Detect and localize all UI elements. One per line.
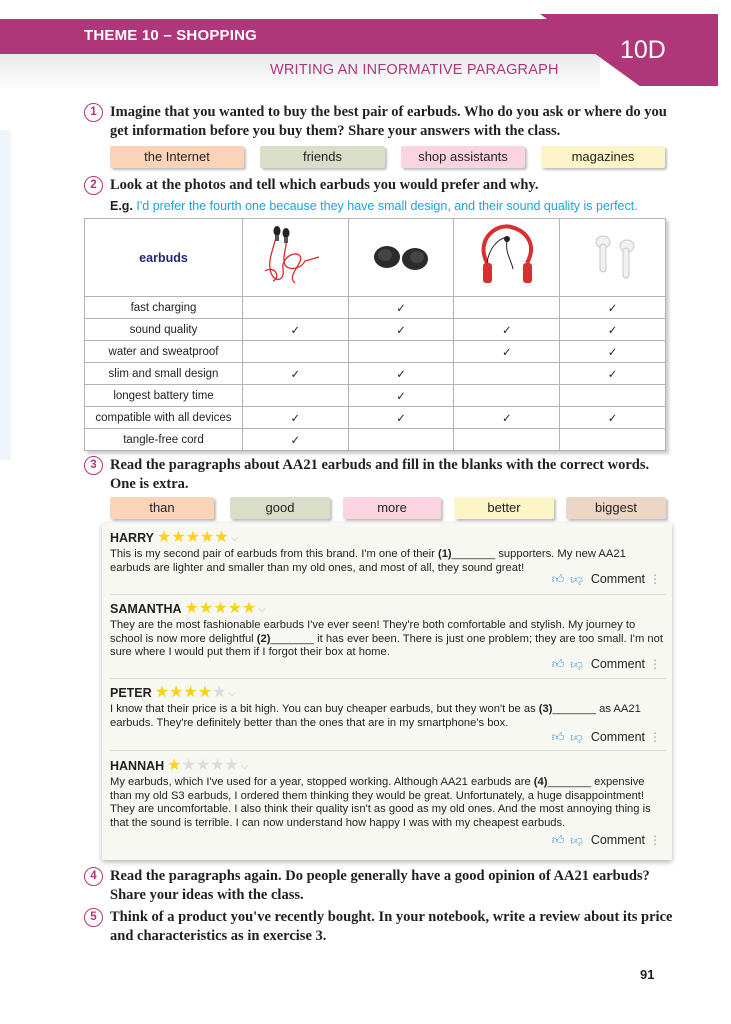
thumbs-down-icon[interactable]: 👍︎ [570, 834, 583, 848]
checkmark-icon: ✓ [607, 302, 618, 315]
review-text [110, 703, 665, 730]
feature-cell [348, 407, 454, 429]
earbuds-image-1 [242, 219, 348, 297]
exercise-3-instruction: Read the paragraphs about AA21 earbuds and fill in the blanks with the correct words. One is extra. [110, 457, 650, 492]
feature-label: compatible with all devices [85, 407, 243, 429]
star-filled-icon: ★ [227, 600, 242, 617]
feature-cell [560, 363, 666, 385]
feature-cell [242, 297, 348, 319]
checkmark-icon: ✓ [607, 368, 618, 381]
star-filled-icon: ★ [213, 600, 228, 617]
reviewer-name: SAMANTHA [110, 602, 182, 616]
word-chip: better [454, 497, 554, 519]
feature-cell [454, 319, 560, 341]
review-actions [552, 730, 660, 745]
example-sentence [110, 199, 638, 213]
checkmark-icon: ✓ [396, 302, 406, 315]
thumbs-up-icon[interactable]: 👍︎ [551, 833, 565, 847]
feature-cell [454, 407, 560, 429]
checkmark-icon: ✓ [396, 368, 406, 381]
chevron-down-icon[interactable]: ⌵ [230, 532, 239, 544]
table-row [85, 363, 666, 385]
review-divider [110, 594, 666, 595]
star-empty-icon: ★ [212, 684, 227, 701]
checkmark-icon: ✓ [290, 368, 301, 381]
star-filled-icon: ★ [156, 529, 172, 546]
checkmark-icon: ✓ [396, 390, 406, 403]
chevron-down-icon[interactable]: ⌵ [258, 603, 266, 615]
review-actions [552, 572, 660, 587]
star-empty-icon: ★ [224, 757, 239, 774]
thumbs-down-icon[interactable]: 👍︎ [570, 731, 583, 745]
review-text-part: _______ it has ever been. There is just one problem; they are too small. I'm not sure where I would put them if I forgot their box at home. [110, 632, 663, 659]
feature-cell [242, 429, 348, 451]
star-empty-icon: ★ [195, 757, 211, 774]
review-divider [110, 750, 666, 751]
review-text [110, 619, 665, 660]
comment-button[interactable]: Comment [590, 730, 645, 744]
feature-cell [348, 385, 454, 407]
star-rating [155, 684, 227, 702]
thumbs-up-icon[interactable]: 👍︎ [551, 572, 565, 586]
star-empty-icon: ★ [181, 757, 196, 774]
reviews-panel [102, 523, 672, 860]
more-options-icon[interactable]: ⋮ [649, 657, 660, 671]
checkmark-icon: ✓ [607, 412, 618, 425]
feature-cell [454, 385, 560, 407]
exercise-4-instruction: Read the paragraphs again. Do people generally have a good opinion of AA21 earbuds? Share your ideas with the class. [110, 868, 650, 903]
page-edge-tab [0, 130, 11, 460]
star-filled-icon: ★ [185, 529, 201, 546]
checkmark-icon: ✓ [290, 324, 301, 337]
feature-cell [348, 297, 454, 319]
review-header [110, 600, 665, 618]
exercise-2-number: 2 [84, 176, 103, 195]
table-row [85, 429, 666, 451]
comment-button[interactable]: Comment [590, 657, 645, 671]
feature-cell [242, 341, 348, 363]
more-options-icon[interactable]: ⋮ [649, 833, 660, 847]
blank-number: (2) [256, 632, 271, 645]
star-filled-icon: ★ [183, 684, 198, 701]
feature-cell [454, 297, 560, 319]
review [110, 529, 665, 575]
review [110, 757, 665, 831]
feature-cell [242, 385, 348, 407]
feature-cell [454, 363, 560, 385]
table-row [85, 297, 666, 319]
word-chip: friends [260, 146, 385, 168]
exercise-1-instruction: Imagine that you wanted to buy the best pair of earbuds. Who do you ask or where do you get information before you buy them? Share your answers with the class. [110, 104, 667, 139]
feature-cell [560, 297, 666, 319]
exercise-3-number: 3 [84, 456, 103, 475]
earbuds-image-3 [454, 219, 560, 297]
exercise-2-instruction: Look at the photos and tell which earbuds you would prefer and why. [110, 177, 539, 193]
thumbs-down-icon[interactable]: 👍︎ [570, 573, 583, 587]
review-text-part: My earbuds, which I've used for a year, stopped working. Although AA21 earbuds are [110, 776, 534, 789]
blank-number: (3) [538, 703, 553, 716]
table-row [85, 407, 666, 429]
feature-label: water and sweatproof [85, 341, 243, 363]
review-divider [110, 678, 666, 679]
unit-code: 10D [620, 36, 666, 64]
exercise-1-number: 1 [84, 103, 103, 122]
review-actions [552, 833, 660, 848]
feature-cell [348, 319, 454, 341]
checkmark-icon: ✓ [396, 324, 406, 337]
feature-cell [454, 341, 560, 363]
comment-button[interactable]: Comment [590, 833, 645, 847]
chevron-down-icon[interactable]: ⌵ [240, 760, 249, 772]
feature-cell [560, 385, 666, 407]
exercise-5-instruction: Think of a product you've recently bought. In your notebook, write a review about its price and characteristics as in exercise 3. [110, 909, 673, 944]
star-filled-icon: ★ [167, 757, 182, 774]
word-chip: biggest [566, 497, 666, 519]
feature-cell [560, 341, 666, 363]
feature-cell [560, 407, 666, 429]
checkmark-icon: ✓ [607, 324, 618, 337]
star-filled-icon: ★ [241, 600, 257, 617]
feature-cell [242, 319, 348, 341]
review-header [110, 529, 665, 547]
review-text-part: _______ as AA21 earbuds. They're definitely better than the ones that are in my smartphone's box. [110, 703, 641, 729]
earbuds-comparison-table [84, 218, 666, 451]
review-text-part: _______ supporters. My new AA21 earbuds are lighter and smaller than my old ones, and most of all, they sound great! [110, 548, 626, 574]
feature-cell [560, 319, 666, 341]
example-text: I'd prefer the fourth one because they have small design, and their sound quality is perfect. [136, 199, 638, 213]
star-filled-icon: ★ [184, 600, 199, 617]
reviewer-name: HANNAH [110, 759, 165, 773]
example-label: E.g. [110, 199, 133, 213]
more-options-icon[interactable]: ⋮ [649, 730, 660, 744]
thumbs-up-icon[interactable]: 👍︎ [551, 730, 565, 744]
lesson-subtitle: WRITING AN INFORMATIVE PARAGRAPH [270, 62, 559, 78]
feature-cell [454, 429, 560, 451]
word-chip: the Internet [110, 146, 244, 168]
comment-button[interactable]: Comment [590, 572, 645, 586]
checkmark-icon: ✓ [502, 346, 512, 359]
feature-cell [242, 363, 348, 385]
feature-cell [348, 429, 454, 451]
feature-cell [348, 341, 454, 363]
feature-label: sound quality [85, 319, 243, 341]
feature-label: fast charging [85, 297, 243, 319]
earbuds-image-4 [560, 219, 666, 297]
star-filled-icon: ★ [154, 684, 170, 701]
blank-number: (4) [533, 776, 548, 789]
chevron-down-icon[interactable]: ⌵ [228, 687, 236, 699]
star-rating [157, 529, 229, 547]
blank-number: (1) [437, 548, 452, 561]
review-text-part: _______ expensive than my old S3 earbuds, I ordered them thinking they would be great. Unfortunately, a huge disappointment! They are uncomfortable. I also think their quality isn't as good as my old ones. And the most annoying thing is that the sound is terrible. I can now understand how happy I was with my cheapest earbuds. [110, 776, 651, 830]
star-filled-icon: ★ [198, 600, 214, 617]
table-row [85, 341, 666, 363]
thumbs-down-icon[interactable]: 👍︎ [570, 658, 583, 672]
feature-cell [242, 407, 348, 429]
feature-cell [560, 429, 666, 451]
star-filled-icon: ★ [200, 529, 215, 546]
word-chip: than [110, 497, 214, 519]
reviewer-name: PETER [110, 686, 152, 700]
review-header [110, 684, 665, 702]
review-text-part: This is my second pair of earbuds from this brand. I'm one of their [110, 548, 438, 561]
review-actions [552, 657, 660, 672]
thumbs-up-icon[interactable]: 👍︎ [551, 657, 565, 671]
checkmark-icon: ✓ [290, 434, 301, 447]
checkmark-icon: ✓ [607, 346, 618, 359]
word-chip: shop assistants [401, 146, 525, 168]
review-text-part: They are the most fashionable earbuds I've ever seen! They're both comfortable and stylish. My journey to school is now more delightful [110, 619, 636, 645]
feature-label: tangle-free cord [85, 429, 243, 451]
reviewer-name: HARRY [110, 531, 154, 545]
exercise-5-number: 5 [84, 908, 103, 927]
star-rating [167, 757, 239, 775]
earbuds-image-2 [348, 219, 454, 297]
checkmark-icon: ✓ [396, 412, 406, 425]
word-chip: more [343, 497, 441, 519]
exercise-4-number: 4 [84, 867, 103, 886]
theme-title: THEME 10 – SHOPPING [84, 27, 258, 44]
star-empty-icon: ★ [210, 757, 225, 774]
more-options-icon[interactable]: ⋮ [649, 572, 660, 586]
star-filled-icon: ★ [197, 684, 213, 701]
star-filled-icon: ★ [169, 684, 184, 701]
page-number: 91 [640, 967, 655, 982]
word-chip: magazines [541, 146, 665, 168]
checkmark-icon: ✓ [502, 412, 512, 425]
table-header-label: earbuds [85, 219, 243, 297]
checkmark-icon: ✓ [502, 324, 512, 337]
review-text [110, 776, 665, 830]
review [110, 600, 665, 660]
star-rating [185, 600, 257, 618]
table-row [85, 319, 666, 341]
feature-label: longest battery time [85, 385, 243, 407]
feature-label: slim and small design [85, 363, 243, 385]
star-filled-icon: ★ [214, 529, 229, 546]
review-text-part: I know that their price is a bit high. You can buy cheaper earbuds, but they won't be as [110, 703, 539, 716]
review [110, 684, 665, 730]
star-filled-icon: ★ [171, 529, 186, 546]
review-header [110, 757, 665, 775]
feature-cell [348, 363, 454, 385]
checkmark-icon: ✓ [290, 412, 301, 425]
table-row [85, 385, 666, 407]
word-chip: good [230, 497, 330, 519]
